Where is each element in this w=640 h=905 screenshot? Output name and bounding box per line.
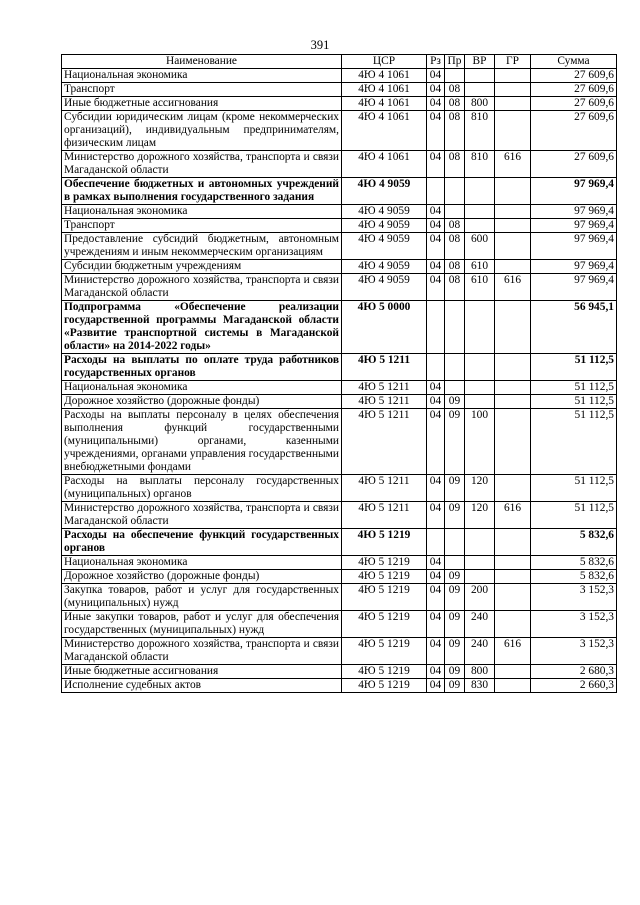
cell-gr <box>495 233 531 260</box>
cell-gr <box>495 381 531 395</box>
cell-rz: 04 <box>427 381 445 395</box>
cell-vr <box>465 83 495 97</box>
cell-gr: 616 <box>495 151 531 178</box>
cell-rz: 04 <box>427 679 445 693</box>
cell-csr: 4Ю 4 9059 <box>342 274 427 301</box>
page-number: 391 <box>310 38 330 52</box>
table-row <box>62 665 617 679</box>
cell-rz: 04 <box>427 665 445 679</box>
cell-gr <box>495 395 531 409</box>
header-gr: ГР <box>495 55 531 69</box>
table-row <box>62 502 617 529</box>
cell-pr: 09 <box>445 502 465 529</box>
cell-csr: 4Ю 4 9059 <box>342 233 427 260</box>
table-row <box>62 679 617 693</box>
cell-name: Национальная экономика <box>62 381 342 395</box>
cell-pr: 09 <box>445 409 465 475</box>
cell-pr <box>445 354 465 381</box>
cell-pr: 08 <box>445 111 465 151</box>
cell-name: Национальная экономика <box>62 556 342 570</box>
header-pr: Пр <box>445 55 465 69</box>
cell-gr <box>495 665 531 679</box>
cell-vr: 810 <box>465 151 495 178</box>
cell-gr <box>495 679 531 693</box>
table-row <box>62 69 617 83</box>
cell-sum: 97 969,4 <box>531 274 617 301</box>
cell-pr: 08 <box>445 97 465 111</box>
cell-csr: 4Ю 5 1219 <box>342 529 427 556</box>
budget-table <box>61 54 617 693</box>
cell-rz: 04 <box>427 205 445 219</box>
cell-sum: 51 112,5 <box>531 409 617 475</box>
cell-vr <box>465 219 495 233</box>
cell-rz <box>427 301 445 354</box>
cell-csr: 4Ю 5 1219 <box>342 665 427 679</box>
cell-vr: 200 <box>465 584 495 611</box>
cell-name: Транспорт <box>62 219 342 233</box>
cell-vr <box>465 354 495 381</box>
cell-pr: 09 <box>445 475 465 502</box>
cell-pr: 08 <box>445 219 465 233</box>
cell-rz <box>427 354 445 381</box>
cell-gr <box>495 301 531 354</box>
cell-vr: 800 <box>465 665 495 679</box>
cell-name: Иные закупки товаров, работ и услуг для обеспечения государственных (муниципальных) нужд <box>62 611 342 638</box>
cell-csr: 4Ю 4 1061 <box>342 111 427 151</box>
cell-sum: 3 152,3 <box>531 638 617 665</box>
cell-name: Министерство дорожного хозяйства, транспорта и связи Магаданской области <box>62 274 342 301</box>
cell-rz: 04 <box>427 83 445 97</box>
table-row <box>62 556 617 570</box>
cell-vr <box>465 395 495 409</box>
cell-vr: 240 <box>465 638 495 665</box>
cell-rz: 04 <box>427 395 445 409</box>
cell-sum: 3 152,3 <box>531 611 617 638</box>
cell-sum: 5 832,6 <box>531 556 617 570</box>
cell-gr <box>495 529 531 556</box>
cell-rz: 04 <box>427 638 445 665</box>
table-row <box>62 219 617 233</box>
cell-sum: 97 969,4 <box>531 233 617 260</box>
cell-name: Исполнение судебных актов <box>62 679 342 693</box>
cell-sum: 97 969,4 <box>531 205 617 219</box>
cell-csr: 4Ю 4 1061 <box>342 151 427 178</box>
cell-pr: 09 <box>445 395 465 409</box>
cell-vr: 120 <box>465 475 495 502</box>
cell-name: Обеспечение бюджетных и автономных учреждений в рамках выполнения государственного задания <box>62 178 342 205</box>
cell-gr <box>495 354 531 381</box>
cell-name: Транспорт <box>62 83 342 97</box>
cell-name: Министерство дорожного хозяйства, транспорта и связи Магаданской области <box>62 638 342 665</box>
cell-csr: 4Ю 4 9059 <box>342 260 427 274</box>
table-row <box>62 395 617 409</box>
cell-sum: 27 609,6 <box>531 83 617 97</box>
cell-pr <box>445 529 465 556</box>
cell-vr <box>465 301 495 354</box>
cell-name: Расходы на выплаты персоналу государственных (муниципальных) органов <box>62 475 342 502</box>
cell-rz <box>427 178 445 205</box>
cell-vr: 610 <box>465 274 495 301</box>
cell-csr: 4Ю 4 1061 <box>342 83 427 97</box>
cell-name: Национальная экономика <box>62 69 342 83</box>
cell-sum: 51 112,5 <box>531 395 617 409</box>
header-csr: ЦСР <box>342 55 427 69</box>
table-row <box>62 475 617 502</box>
header-rz: Рз <box>427 55 445 69</box>
table-body <box>62 69 617 693</box>
cell-pr: 09 <box>445 638 465 665</box>
table-row <box>62 111 617 151</box>
cell-vr: 100 <box>465 409 495 475</box>
cell-name: Предоставление субсидий бюджетным, автономным учреждениям и иным некоммерческим организациям <box>62 233 342 260</box>
cell-csr: 4Ю 5 1211 <box>342 502 427 529</box>
cell-csr: 4Ю 5 1211 <box>342 381 427 395</box>
cell-sum: 27 609,6 <box>531 151 617 178</box>
cell-rz: 04 <box>427 570 445 584</box>
table-row <box>62 354 617 381</box>
table-row <box>62 274 617 301</box>
cell-name: Закупка товаров, работ и услуг для государственных (муниципальных) нужд <box>62 584 342 611</box>
cell-sum: 2 660,3 <box>531 679 617 693</box>
table-row <box>62 381 617 395</box>
cell-gr <box>495 556 531 570</box>
cell-gr <box>495 178 531 205</box>
cell-sum: 5 832,6 <box>531 570 617 584</box>
cell-csr: 4Ю 4 9059 <box>342 219 427 233</box>
cell-gr: 616 <box>495 638 531 665</box>
cell-vr <box>465 556 495 570</box>
cell-name: Национальная экономика <box>62 205 342 219</box>
cell-rz: 04 <box>427 69 445 83</box>
cell-sum: 97 969,4 <box>531 260 617 274</box>
cell-rz: 04 <box>427 502 445 529</box>
cell-name: Субсидии бюджетным учреждениям <box>62 260 342 274</box>
cell-name: Дорожное хозяйство (дорожные фонды) <box>62 570 342 584</box>
cell-name: Иные бюджетные ассигнования <box>62 665 342 679</box>
cell-pr <box>445 69 465 83</box>
cell-rz: 04 <box>427 274 445 301</box>
table-row <box>62 584 617 611</box>
cell-pr: 09 <box>445 570 465 584</box>
cell-rz: 04 <box>427 260 445 274</box>
cell-pr <box>445 301 465 354</box>
cell-sum: 51 112,5 <box>531 502 617 529</box>
cell-vr: 240 <box>465 611 495 638</box>
table-row <box>62 233 617 260</box>
cell-rz: 04 <box>427 233 445 260</box>
header-name: Наименование <box>62 55 342 69</box>
table-row <box>62 97 617 111</box>
cell-csr: 4Ю 5 1219 <box>342 584 427 611</box>
cell-csr: 4Ю 5 1219 <box>342 556 427 570</box>
cell-rz: 04 <box>427 151 445 178</box>
cell-rz: 04 <box>427 111 445 151</box>
cell-csr: 4Ю 4 1061 <box>342 69 427 83</box>
cell-pr <box>445 381 465 395</box>
cell-csr: 4Ю 5 1211 <box>342 475 427 502</box>
cell-vr <box>465 205 495 219</box>
cell-csr: 4Ю 5 1211 <box>342 395 427 409</box>
cell-name: Министерство дорожного хозяйства, транспорта и связи Магаданской области <box>62 502 342 529</box>
cell-name: Дорожное хозяйство (дорожные фонды) <box>62 395 342 409</box>
cell-rz: 04 <box>427 556 445 570</box>
cell-gr: 616 <box>495 274 531 301</box>
cell-rz: 04 <box>427 611 445 638</box>
cell-name: Субсидии юридическим лицам (кроме некоммерческих организаций), индивидуальным предпринимателям, физическим лицам <box>62 111 342 151</box>
cell-vr: 120 <box>465 502 495 529</box>
cell-name: Министерство дорожного хозяйства, транспорта и связи Магаданской области <box>62 151 342 178</box>
cell-vr: 830 <box>465 679 495 693</box>
cell-pr: 08 <box>445 233 465 260</box>
table-row <box>62 301 617 354</box>
cell-csr: 4Ю 4 9059 <box>342 178 427 205</box>
cell-gr <box>495 611 531 638</box>
cell-gr <box>495 475 531 502</box>
cell-pr: 08 <box>445 274 465 301</box>
cell-vr: 600 <box>465 233 495 260</box>
cell-sum: 51 112,5 <box>531 381 617 395</box>
cell-pr: 08 <box>445 151 465 178</box>
cell-name: Расходы на выплаты персоналу в целях обеспечения выполнения функций государственными (муниципальными) органами, казенными учреждениями, органами управления государственными внебюджетными фондами <box>62 409 342 475</box>
cell-csr: 4Ю 5 1219 <box>342 679 427 693</box>
cell-csr: 4Ю 5 1211 <box>342 409 427 475</box>
cell-vr: 810 <box>465 111 495 151</box>
cell-sum: 56 945,1 <box>531 301 617 354</box>
cell-rz: 04 <box>427 409 445 475</box>
cell-rz: 04 <box>427 97 445 111</box>
cell-sum: 3 152,3 <box>531 584 617 611</box>
cell-pr: 09 <box>445 679 465 693</box>
cell-gr <box>495 69 531 83</box>
cell-vr: 610 <box>465 260 495 274</box>
cell-csr: 4Ю 5 1211 <box>342 354 427 381</box>
cell-gr <box>495 97 531 111</box>
cell-csr: 4Ю 5 0000 <box>342 301 427 354</box>
cell-sum: 2 680,3 <box>531 665 617 679</box>
cell-gr <box>495 260 531 274</box>
cell-pr: 09 <box>445 665 465 679</box>
cell-rz: 04 <box>427 584 445 611</box>
cell-vr <box>465 381 495 395</box>
cell-gr: 616 <box>495 502 531 529</box>
cell-sum: 5 832,6 <box>531 529 617 556</box>
cell-pr <box>445 178 465 205</box>
cell-sum: 97 969,4 <box>531 219 617 233</box>
cell-rz <box>427 529 445 556</box>
table-row <box>62 83 617 97</box>
cell-vr <box>465 69 495 83</box>
cell-name: Расходы на выплаты по оплате труда работников государственных органов <box>62 354 342 381</box>
cell-csr: 4Ю 5 1219 <box>342 611 427 638</box>
cell-vr <box>465 178 495 205</box>
table-row <box>62 409 617 475</box>
cell-pr <box>445 556 465 570</box>
cell-vr <box>465 570 495 584</box>
table-row <box>62 529 617 556</box>
table-row <box>62 151 617 178</box>
cell-rz: 04 <box>427 475 445 502</box>
cell-name: Расходы на обеспечение функций государственных органов <box>62 529 342 556</box>
cell-csr: 4Ю 5 1219 <box>342 570 427 584</box>
cell-sum: 27 609,6 <box>531 111 617 151</box>
cell-csr: 4Ю 5 1219 <box>342 638 427 665</box>
cell-vr <box>465 529 495 556</box>
cell-vr: 800 <box>465 97 495 111</box>
cell-rz: 04 <box>427 219 445 233</box>
cell-csr: 4Ю 4 9059 <box>342 205 427 219</box>
table-row <box>62 638 617 665</box>
cell-sum: 51 112,5 <box>531 354 617 381</box>
cell-sum: 97 969,4 <box>531 178 617 205</box>
cell-pr: 08 <box>445 83 465 97</box>
header-sum: Сумма <box>531 55 617 69</box>
cell-sum: 27 609,6 <box>531 97 617 111</box>
cell-pr: 09 <box>445 584 465 611</box>
table-header-row <box>62 55 617 69</box>
cell-pr: 09 <box>445 611 465 638</box>
table-row <box>62 205 617 219</box>
cell-gr <box>495 83 531 97</box>
cell-name: Подпрограмма «Обеспечение реализации государственной программы Магаданской области «Развитие транспортной системы в Магаданской области» на 2014-2022 годы» <box>62 301 342 354</box>
cell-gr <box>495 111 531 151</box>
table-row <box>62 611 617 638</box>
cell-sum: 27 609,6 <box>531 69 617 83</box>
header-vr: ВР <box>465 55 495 69</box>
cell-pr: 08 <box>445 260 465 274</box>
cell-csr: 4Ю 4 1061 <box>342 97 427 111</box>
cell-gr <box>495 584 531 611</box>
table-row <box>62 178 617 205</box>
table-row <box>62 570 617 584</box>
cell-sum: 51 112,5 <box>531 475 617 502</box>
cell-pr <box>445 205 465 219</box>
cell-name: Иные бюджетные ассигнования <box>62 97 342 111</box>
cell-gr <box>495 409 531 475</box>
cell-gr <box>495 205 531 219</box>
table-row <box>62 260 617 274</box>
cell-gr <box>495 570 531 584</box>
cell-gr <box>495 219 531 233</box>
